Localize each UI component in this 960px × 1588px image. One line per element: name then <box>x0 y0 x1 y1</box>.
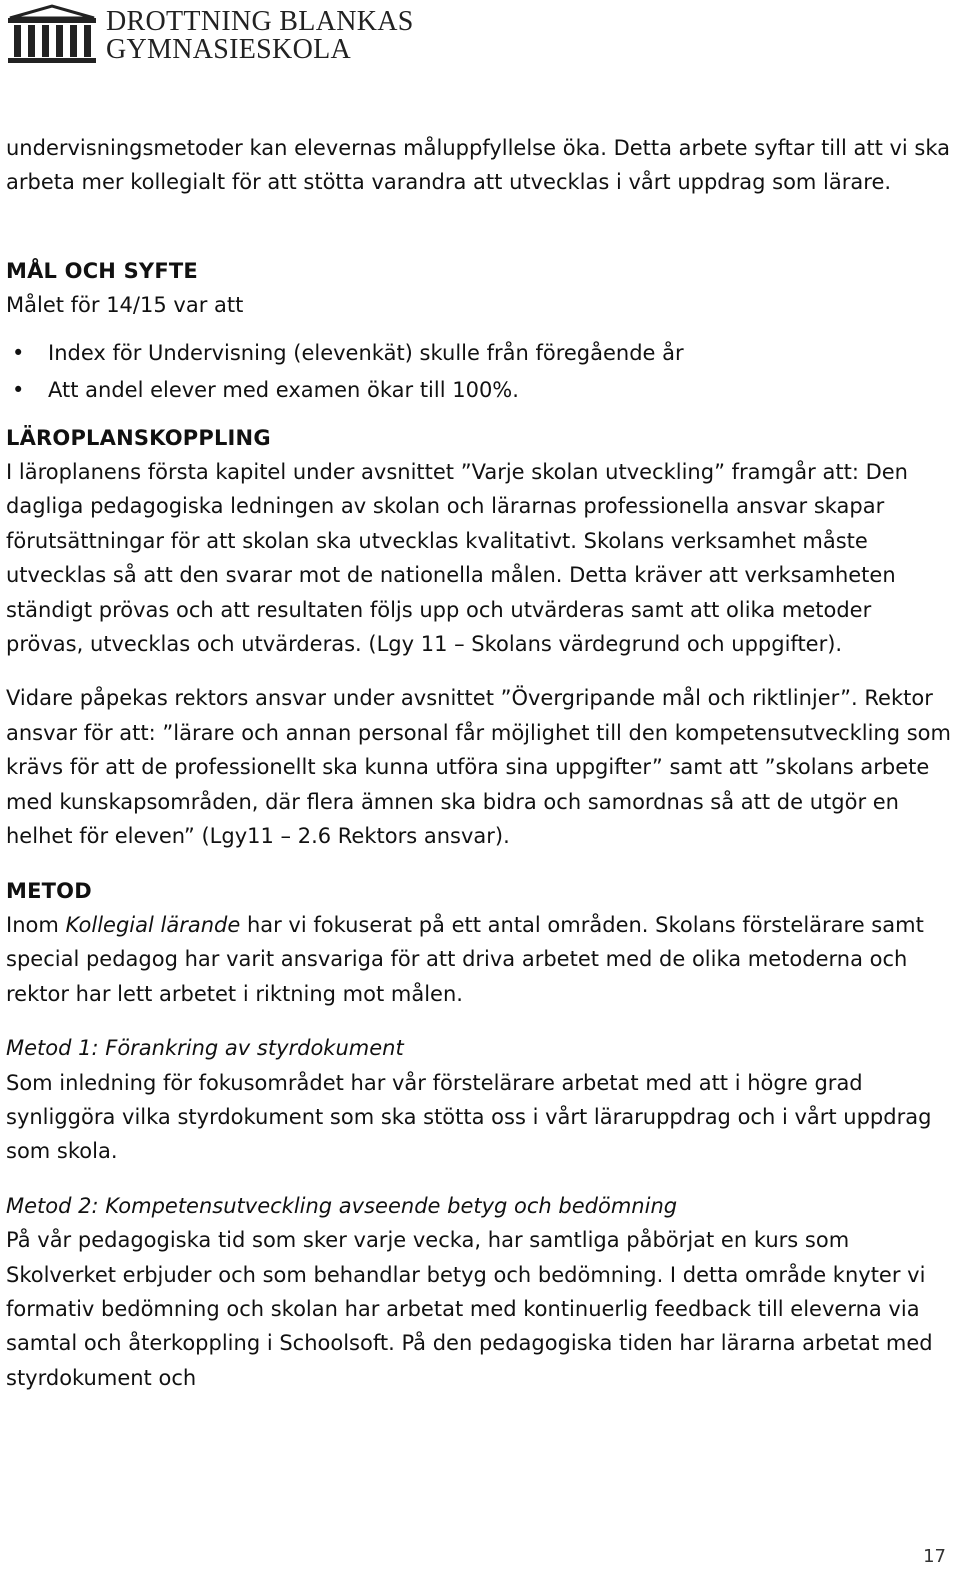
mal-lead: Målet för 14/15 var att <box>6 293 244 318</box>
goal-text: Att andel elever med examen ökar till 100%. <box>48 377 519 402</box>
metod1-text: Som inledning för fokusområdet har vår förstelärare arbetat med att i högre grad synliggöra vilka styrdokument som ska stötta oss i vårt läraruppdrag och i vårt uppdrag som skola. <box>6 1070 932 1164</box>
laroplan-paragraph-1: I läroplanens första kapitel under avsnittet ”Varje skolan utveckling” framgår att: Den dagliga pedagogiska ledningen av skolan och lärarnas professionella ansvar skapar förutsättningar för att skolan ska utvecklas kvalitativt. Skolans verksamhet måste utvecklas så att den svarar mot de nationella målen. Detta kräver att verksamheten ständigt prövas och att resultaten följs upp och utvärderas samt att olika metoder prövas, utvecklas och utvärderas. (Lgy 11 – Skolans värdegrund och uppgifter). <box>6 460 908 657</box>
document-body <box>6 131 951 1395</box>
list-item <box>6 335 951 372</box>
intro-paragraph: undervisningsmetoder kan elevernas måluppfyllelse öka. Detta arbete syftar till att vi ska arbeta mer kollegialt för att stötta varandra att utvecklas i vårt uppdrag som lärare. <box>6 136 951 195</box>
school-name-line1: DROTTNING BLANKAS <box>106 6 414 37</box>
page-header <box>6 2 426 68</box>
bullet-icon: • <box>12 340 25 365</box>
school-name <box>106 8 414 64</box>
list-item <box>6 372 951 409</box>
mal-heading: MÅL OCH SYFTE <box>6 258 198 283</box>
metod-text-after: har vi fokuserat på ett antal områden. Skolans förstelärare samt special pedagog har varit ansvariga för att driva arbetet med de olika metoderna och rektor har lett arbetet i riktning mot målen. <box>6 912 924 1006</box>
metod2-title: Metod 2: Kompetensutveckling avseende betyg och bedömning <box>6 1193 678 1218</box>
laroplan-paragraph-2: Vidare påpekas rektors ansvar under avsnittet ”Övergripande mål och riktlinjer”. Rektor ansvar för att: ”lärare och annan personal får möjlighet till den kompetensutveckling som krävs för att de professionellt ska kunna utföra sina uppgifter” samt att ”skolans arbete med kunskapsområden, där flera ämnen ska bidra och samordnas så att de utgör en helhet för eleven” (Lgy11 – 2.6 Rektors ansvar). <box>6 686 951 849</box>
page-number: 17 <box>923 1546 946 1567</box>
goal-text: Index för Undervisning (elevenkät) skulle från föregående år <box>48 340 684 365</box>
metod-text-before: Inom <box>6 912 66 937</box>
temple-columns-icon <box>6 4 98 66</box>
school-name-line2: GYMNASIESKOLA <box>106 34 352 65</box>
metod-heading: METOD <box>6 878 92 903</box>
metod-paragraph <box>6 908 951 1011</box>
metod-text-italic: Kollegial lärande <box>65 912 241 937</box>
laroplan-heading: LÄROPLANSKOPPLING <box>6 425 271 450</box>
bullet-icon: • <box>12 377 25 402</box>
goals-list <box>6 335 951 409</box>
metod2-text: På vår pedagogiska tid som sker varje vecka, har samtliga påbörjat en kurs som Skolverket erbjuder och som behandlar betyg och bedömning. I detta område knyter vi formativ bedömning och skolan har arbetat med kontinuerlig feedback till eleverna via samtal och återkoppling i Schoolsoft. På den pedagogiska tiden har lärarna arbetat med styrdokument och <box>6 1228 933 1390</box>
metod1-title: Metod 1: Förankring av styrdokument <box>6 1036 404 1061</box>
